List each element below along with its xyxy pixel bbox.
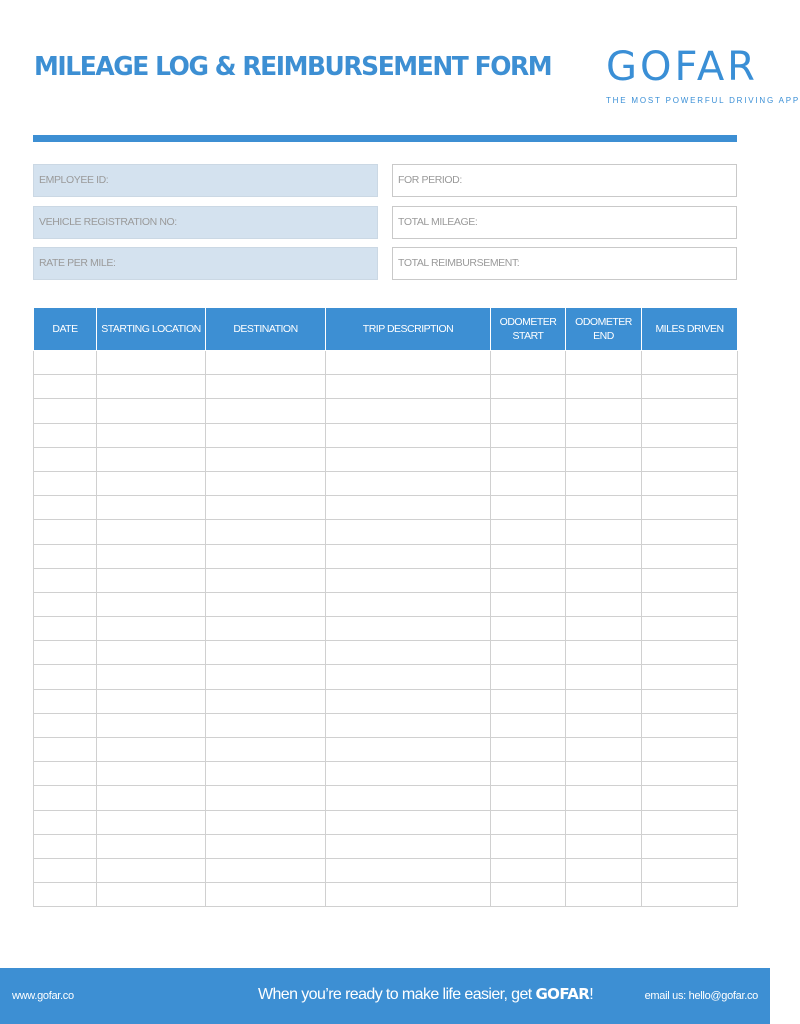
cell-odometer-end[interactable] bbox=[566, 375, 642, 399]
cell-miles-driven[interactable] bbox=[642, 883, 738, 907]
cell-starting-location[interactable] bbox=[97, 858, 206, 882]
cell-destination[interactable] bbox=[206, 520, 326, 544]
cell-date[interactable] bbox=[34, 858, 97, 882]
table-row bbox=[34, 375, 738, 399]
table-row bbox=[34, 520, 738, 544]
cell-trip-description[interactable] bbox=[326, 351, 491, 375]
column-header-trip-description: TRIP DESCRIPTION bbox=[326, 308, 491, 351]
cell-date[interactable] bbox=[34, 810, 97, 834]
cell-trip-description[interactable] bbox=[326, 423, 491, 447]
cell-starting-location[interactable] bbox=[97, 762, 206, 786]
cell-odometer-start[interactable] bbox=[491, 883, 566, 907]
cell-starting-location[interactable] bbox=[97, 883, 206, 907]
header-divider bbox=[33, 135, 737, 142]
cell-odometer-end[interactable] bbox=[566, 423, 642, 447]
cell-miles-driven[interactable] bbox=[642, 351, 738, 375]
vehicle-registration-field[interactable]: VEHICLE REGISTRATION NO: bbox=[33, 206, 378, 239]
cell-starting-location[interactable] bbox=[97, 351, 206, 375]
cell-destination[interactable] bbox=[206, 858, 326, 882]
table-row bbox=[34, 786, 738, 810]
logo-tagline: THE MOST POWERFUL DRIVING APP bbox=[606, 96, 800, 105]
rate-per-mile-field[interactable]: RATE PER MILE: bbox=[33, 247, 378, 280]
cell-destination[interactable] bbox=[206, 834, 326, 858]
gofar-logo bbox=[606, 44, 800, 114]
cell-odometer-end[interactable] bbox=[566, 520, 642, 544]
cell-odometer-end[interactable] bbox=[566, 496, 642, 520]
cell-destination[interactable] bbox=[206, 810, 326, 834]
cell-odometer-end[interactable] bbox=[566, 762, 642, 786]
cell-odometer-start[interactable] bbox=[491, 520, 566, 544]
cell-trip-description[interactable] bbox=[326, 713, 491, 737]
cell-odometer-start[interactable] bbox=[491, 399, 566, 423]
cell-miles-driven[interactable] bbox=[642, 858, 738, 882]
cell-odometer-start[interactable] bbox=[491, 568, 566, 592]
cell-odometer-end[interactable] bbox=[566, 786, 642, 810]
total-reimbursement-field[interactable]: TOTAL REIMBURSEMENT: bbox=[392, 247, 737, 280]
table-row bbox=[34, 834, 738, 858]
table-row bbox=[34, 351, 738, 375]
cell-miles-driven[interactable] bbox=[642, 399, 738, 423]
cell-trip-description[interactable] bbox=[326, 834, 491, 858]
cell-odometer-start[interactable] bbox=[491, 447, 566, 471]
cell-miles-driven[interactable] bbox=[642, 834, 738, 858]
table-row bbox=[34, 738, 738, 762]
table-row bbox=[34, 713, 738, 737]
cell-date[interactable] bbox=[34, 592, 97, 616]
cell-destination[interactable] bbox=[206, 617, 326, 641]
cell-destination[interactable] bbox=[206, 762, 326, 786]
cell-odometer-start[interactable] bbox=[491, 641, 566, 665]
cell-trip-description[interactable] bbox=[326, 738, 491, 762]
table-row bbox=[34, 496, 738, 520]
cell-odometer-end[interactable] bbox=[566, 568, 642, 592]
cell-destination[interactable] bbox=[206, 713, 326, 737]
cell-odometer-end[interactable] bbox=[566, 883, 642, 907]
cell-date[interactable] bbox=[34, 520, 97, 544]
cell-date[interactable] bbox=[34, 834, 97, 858]
cell-odometer-end[interactable] bbox=[566, 399, 642, 423]
table-row bbox=[34, 810, 738, 834]
footer-website-link[interactable]: www.gofar.co bbox=[12, 990, 74, 1002]
cell-date[interactable] bbox=[34, 375, 97, 399]
cell-odometer-end[interactable] bbox=[566, 351, 642, 375]
cell-miles-driven[interactable] bbox=[642, 520, 738, 544]
employee-id-field[interactable]: EMPLOYEE ID: bbox=[33, 164, 378, 197]
cell-trip-description[interactable] bbox=[326, 568, 491, 592]
column-header-odometer-end bbox=[566, 308, 642, 351]
odometer-end-line1: ODOMETER bbox=[575, 316, 632, 328]
tagline-text: When you’re ready to make life easier, get bbox=[258, 986, 536, 1003]
cell-miles-driven[interactable] bbox=[642, 447, 738, 471]
cell-trip-description[interactable] bbox=[326, 399, 491, 423]
cell-trip-description[interactable] bbox=[326, 496, 491, 520]
cell-miles-driven[interactable] bbox=[642, 786, 738, 810]
table-row bbox=[34, 423, 738, 447]
cell-miles-driven[interactable] bbox=[642, 375, 738, 399]
cell-starting-location[interactable] bbox=[97, 375, 206, 399]
cell-odometer-start[interactable] bbox=[491, 665, 566, 689]
cell-starting-location[interactable] bbox=[97, 617, 206, 641]
table-row bbox=[34, 544, 738, 568]
cell-miles-driven[interactable] bbox=[642, 423, 738, 447]
cell-odometer-end[interactable] bbox=[566, 689, 642, 713]
cell-trip-description[interactable] bbox=[326, 544, 491, 568]
cell-odometer-start[interactable] bbox=[491, 810, 566, 834]
cell-starting-location[interactable] bbox=[97, 520, 206, 544]
cell-date[interactable] bbox=[34, 496, 97, 520]
column-header-destination: DESTINATION bbox=[206, 308, 326, 351]
cell-odometer-end[interactable] bbox=[566, 858, 642, 882]
cell-date[interactable] bbox=[34, 665, 97, 689]
cell-date[interactable] bbox=[34, 544, 97, 568]
table-row bbox=[34, 883, 738, 907]
cell-miles-driven[interactable] bbox=[642, 713, 738, 737]
table-row bbox=[34, 399, 738, 423]
cell-odometer-start[interactable] bbox=[491, 834, 566, 858]
cell-starting-location[interactable] bbox=[97, 592, 206, 616]
cell-starting-location[interactable] bbox=[97, 834, 206, 858]
cell-miles-driven[interactable] bbox=[642, 738, 738, 762]
cell-trip-description[interactable] bbox=[326, 471, 491, 495]
cell-starting-location[interactable] bbox=[97, 786, 206, 810]
cell-starting-location[interactable] bbox=[97, 568, 206, 592]
column-header-miles-driven: MILES DRIVEN bbox=[642, 308, 738, 351]
cell-starting-location[interactable] bbox=[97, 713, 206, 737]
cell-date[interactable] bbox=[34, 738, 97, 762]
cell-odometer-end[interactable] bbox=[566, 471, 642, 495]
cell-trip-description[interactable] bbox=[326, 520, 491, 544]
cell-odometer-start[interactable] bbox=[491, 544, 566, 568]
cell-starting-location[interactable] bbox=[97, 399, 206, 423]
cell-trip-description[interactable] bbox=[326, 858, 491, 882]
cell-date[interactable] bbox=[34, 617, 97, 641]
cell-destination[interactable] bbox=[206, 883, 326, 907]
table-row bbox=[34, 689, 738, 713]
cell-date[interactable] bbox=[34, 399, 97, 423]
cell-destination[interactable] bbox=[206, 665, 326, 689]
tagline-exclamation: ! bbox=[589, 986, 594, 1003]
cell-date[interactable] bbox=[34, 423, 97, 447]
cell-date[interactable] bbox=[34, 713, 97, 737]
cell-destination[interactable] bbox=[206, 689, 326, 713]
cell-starting-location[interactable] bbox=[97, 544, 206, 568]
cell-destination[interactable] bbox=[206, 568, 326, 592]
cell-odometer-start[interactable] bbox=[491, 423, 566, 447]
cell-odometer-start[interactable] bbox=[491, 617, 566, 641]
cell-date[interactable] bbox=[34, 351, 97, 375]
cell-miles-driven[interactable] bbox=[642, 471, 738, 495]
cell-odometer-end[interactable] bbox=[566, 665, 642, 689]
table-row bbox=[34, 568, 738, 592]
column-header-date: DATE bbox=[34, 308, 97, 351]
table-row bbox=[34, 762, 738, 786]
cell-miles-driven[interactable] bbox=[642, 665, 738, 689]
cell-miles-driven[interactable] bbox=[642, 544, 738, 568]
cell-miles-driven[interactable] bbox=[642, 568, 738, 592]
cell-odometer-start[interactable] bbox=[491, 858, 566, 882]
cell-starting-location[interactable] bbox=[97, 471, 206, 495]
cell-odometer-start[interactable] bbox=[491, 592, 566, 616]
table-row bbox=[34, 617, 738, 641]
cell-odometer-end[interactable] bbox=[566, 592, 642, 616]
cell-starting-location[interactable] bbox=[97, 423, 206, 447]
cell-destination[interactable] bbox=[206, 544, 326, 568]
mileage-log-table bbox=[33, 307, 738, 907]
cell-odometer-start[interactable] bbox=[491, 786, 566, 810]
table-row bbox=[34, 447, 738, 471]
cell-date[interactable] bbox=[34, 447, 97, 471]
cell-odometer-start[interactable] bbox=[491, 738, 566, 762]
cell-miles-driven[interactable] bbox=[642, 762, 738, 786]
footer-email-link[interactable]: email us: hello@gofar.co bbox=[644, 990, 758, 1002]
cell-destination[interactable] bbox=[206, 375, 326, 399]
page-title: MILEAGE LOG & REIMBURSEMENT FORM bbox=[34, 52, 552, 82]
for-period-field[interactable]: FOR PERIOD: bbox=[392, 164, 737, 197]
cell-trip-description[interactable] bbox=[326, 641, 491, 665]
table-header-row bbox=[34, 308, 738, 351]
cell-odometer-end[interactable] bbox=[566, 834, 642, 858]
cell-trip-description[interactable] bbox=[326, 786, 491, 810]
cell-odometer-end[interactable] bbox=[566, 810, 642, 834]
tagline-brand: GOFAR bbox=[535, 985, 590, 1003]
cell-trip-description[interactable] bbox=[326, 689, 491, 713]
cell-odometer-end[interactable] bbox=[566, 713, 642, 737]
cell-miles-driven[interactable] bbox=[642, 641, 738, 665]
cell-date[interactable] bbox=[34, 641, 97, 665]
cell-trip-description[interactable] bbox=[326, 762, 491, 786]
cell-destination[interactable] bbox=[206, 496, 326, 520]
cell-starting-location[interactable] bbox=[97, 496, 206, 520]
cell-starting-location[interactable] bbox=[97, 689, 206, 713]
cell-date[interactable] bbox=[34, 471, 97, 495]
footer-bar bbox=[0, 968, 770, 1024]
cell-date[interactable] bbox=[34, 689, 97, 713]
cell-destination[interactable] bbox=[206, 447, 326, 471]
cell-odometer-start[interactable] bbox=[491, 689, 566, 713]
cell-starting-location[interactable] bbox=[97, 665, 206, 689]
cell-destination[interactable] bbox=[206, 592, 326, 616]
cell-destination[interactable] bbox=[206, 641, 326, 665]
cell-date[interactable] bbox=[34, 883, 97, 907]
cell-destination[interactable] bbox=[206, 786, 326, 810]
footer-tagline bbox=[258, 985, 593, 1004]
cell-odometer-end[interactable] bbox=[566, 617, 642, 641]
cell-odometer-start[interactable] bbox=[491, 762, 566, 786]
table-row bbox=[34, 858, 738, 882]
cell-odometer-start[interactable] bbox=[491, 351, 566, 375]
cell-starting-location[interactable] bbox=[97, 738, 206, 762]
odometer-end-line2: END bbox=[593, 330, 614, 342]
cell-odometer-end[interactable] bbox=[566, 641, 642, 665]
column-header-odometer-start bbox=[491, 308, 566, 351]
cell-odometer-start[interactable] bbox=[491, 496, 566, 520]
cell-trip-description[interactable] bbox=[326, 617, 491, 641]
cell-odometer-end[interactable] bbox=[566, 544, 642, 568]
logo-wordmark: GOFAR bbox=[606, 44, 758, 90]
cell-odometer-start[interactable] bbox=[491, 375, 566, 399]
cell-trip-description[interactable] bbox=[326, 810, 491, 834]
cell-odometer-end[interactable] bbox=[566, 447, 642, 471]
cell-destination[interactable] bbox=[206, 351, 326, 375]
cell-starting-location[interactable] bbox=[97, 810, 206, 834]
column-header-starting-location: STARTING LOCATION bbox=[97, 308, 206, 351]
cell-miles-driven[interactable] bbox=[642, 810, 738, 834]
total-mileage-field[interactable]: TOTAL MILEAGE: bbox=[392, 206, 737, 239]
cell-trip-description[interactable] bbox=[326, 665, 491, 689]
table-row bbox=[34, 665, 738, 689]
cell-miles-driven[interactable] bbox=[642, 617, 738, 641]
cell-odometer-end[interactable] bbox=[566, 738, 642, 762]
odometer-start-line1: ODOMETER bbox=[499, 316, 557, 328]
cell-destination[interactable] bbox=[206, 399, 326, 423]
cell-odometer-start[interactable] bbox=[491, 713, 566, 737]
cell-starting-location[interactable] bbox=[97, 447, 206, 471]
cell-trip-description[interactable] bbox=[326, 375, 491, 399]
table-row bbox=[34, 592, 738, 616]
cell-destination[interactable] bbox=[206, 423, 326, 447]
table-row bbox=[34, 641, 738, 665]
cell-trip-description[interactable] bbox=[326, 592, 491, 616]
cell-date[interactable] bbox=[34, 568, 97, 592]
cell-trip-description[interactable] bbox=[326, 447, 491, 471]
cell-miles-driven[interactable] bbox=[642, 496, 738, 520]
cell-miles-driven[interactable] bbox=[642, 689, 738, 713]
odometer-start-line2: START bbox=[512, 330, 544, 342]
cell-date[interactable] bbox=[34, 762, 97, 786]
cell-miles-driven[interactable] bbox=[642, 592, 738, 616]
cell-starting-location[interactable] bbox=[97, 641, 206, 665]
cell-odometer-start[interactable] bbox=[491, 471, 566, 495]
table-row bbox=[34, 471, 738, 495]
cell-trip-description[interactable] bbox=[326, 883, 491, 907]
cell-destination[interactable] bbox=[206, 738, 326, 762]
log-table-body bbox=[34, 351, 738, 907]
cell-destination[interactable] bbox=[206, 471, 326, 495]
cell-date[interactable] bbox=[34, 786, 97, 810]
